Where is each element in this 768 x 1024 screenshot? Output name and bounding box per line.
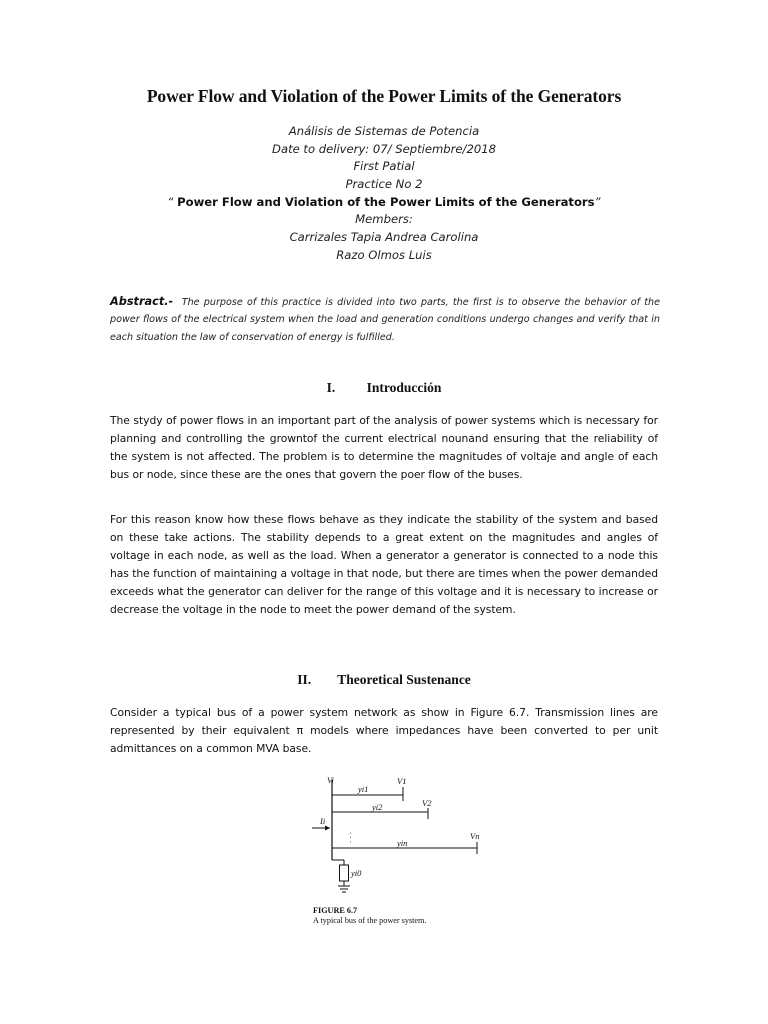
members-label: Members:: [355, 212, 413, 227]
label-v2: V2: [422, 798, 432, 808]
paper-metadata: [0, 123, 768, 265]
figure-caption-title: FIGURE 6.7: [313, 906, 358, 915]
section-title: Theoretical Sustenance: [337, 672, 471, 687]
course-name: Análisis de Sistemas de Potencia: [288, 124, 480, 138]
figure-caption-text: A typical bus of the power system.: [313, 916, 427, 925]
label-yi0: yi0: [351, 868, 362, 878]
quote-close: ”: [594, 194, 601, 209]
arrow-head-icon: [325, 826, 330, 831]
practice-number: Practice No 2: [345, 177, 423, 192]
shunt-admittance: [340, 865, 349, 881]
ellipsis-dots: · · ·: [346, 832, 354, 844]
practice-title-line: [0, 194, 768, 212]
quote-open: “: [167, 194, 178, 209]
section-title: Introducción: [366, 380, 442, 395]
section-heading-introduccion: [0, 380, 768, 396]
section-heading-theoretical-sustenance: [0, 672, 768, 688]
label-ii: Ii: [320, 816, 326, 826]
delivery-date: Date to delivery: 07/ Septiembre/2018: [272, 141, 496, 156]
section-number: I.: [326, 380, 336, 395]
abstract-label: Abstract.-: [110, 295, 174, 308]
body-paragraph: For this reason know how these flows behave as they indicate the stability of the system and based on these take actions. The stability depends to a great extent on the magnitudes and angles of voltage in each node, as well as the load. When a generator a generator is connected to a node this has the function of maintaining a voltage in that node, but there are times when the power demanded exceeds what the generator can deliver for the range of this voltage and it is necessary to increase or decrease the voltage in the node to meet the power demand of the system.: [110, 513, 658, 616]
abstract: [110, 293, 660, 346]
body-paragraph: The stydy of power flows in an important part of the analysis of power systems which is necessary for planning and controlling the growntof the current electrical nounand ensuring that the reliability of the system is not affected. The problem is to determine the magnitudes of voltaje and angle of each bus or node, since these are the ones that govern the poer flow of the buses.: [110, 414, 658, 481]
practice-title: Power Flow and Violation of the Power Limits of the Generators: [177, 194, 595, 209]
label-yi1: yi1: [358, 784, 369, 794]
label-vn: Vn: [470, 831, 480, 841]
abstract-text: The purpose of this practice is divided into two parts, the first is to observe the behavior of the power flows of the electrical system when the load and generation conditions undergo changes and verify that in each situation the law of conservation of energy is fulfilled.: [110, 297, 660, 343]
label-yin: yin: [397, 838, 408, 848]
section-number: II.: [297, 672, 312, 687]
member-name: Carrizales Tapia Andrea Carolina: [289, 230, 479, 245]
figure-caption: [313, 906, 426, 926]
body-paragraph: Consider a typical bus of a power system network as show in Figure 6.7. Transmission lines are represented by their equivalent π models where impedances have been converted to per unit admittances on a common MVA base.: [110, 706, 658, 755]
partial-label: First Patial: [353, 159, 415, 174]
label-yi2: yi2: [372, 802, 383, 812]
paper-title: Power Flow and Violation of the Power Limits of the Generators: [146, 86, 622, 106]
label-v1: V1: [397, 776, 407, 786]
label-vi: Vi: [327, 775, 334, 785]
member-name: Razo Olmos Luis: [336, 247, 432, 262]
